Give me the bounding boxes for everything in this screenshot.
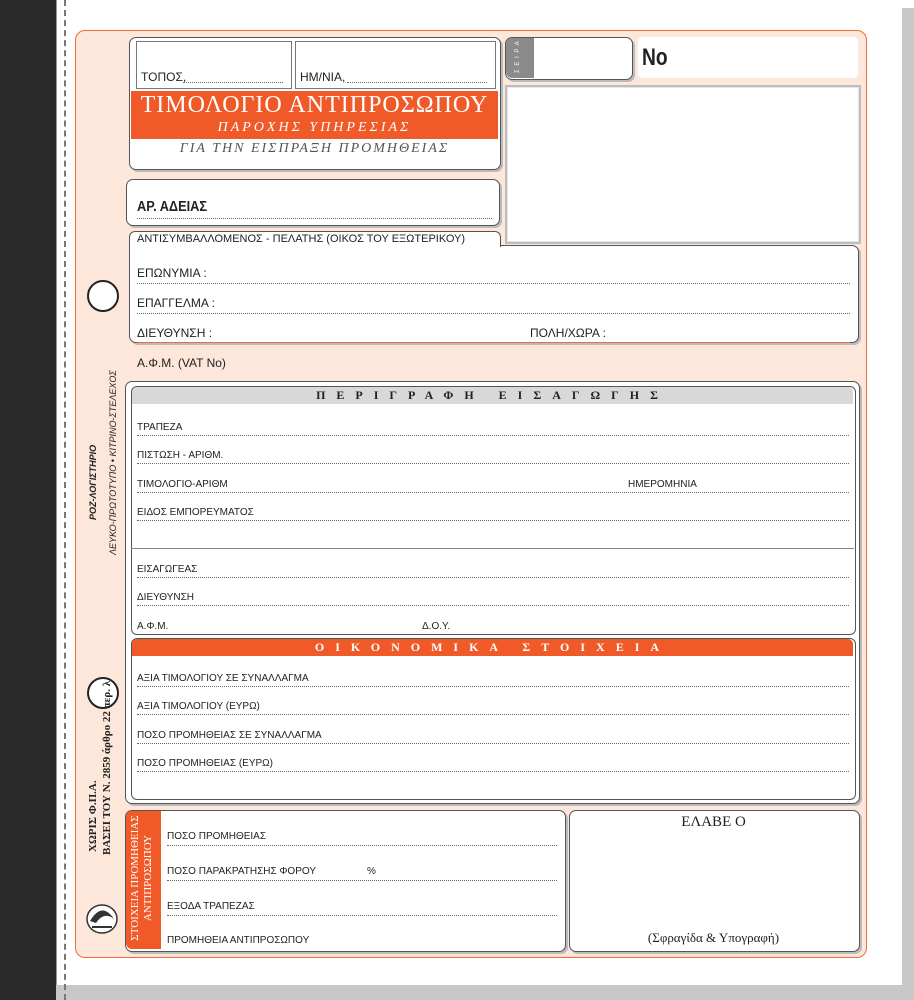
import-bank-field[interactable]	[137, 435, 849, 436]
copies-note-1: ΡΟΖ-ΛΟΓΙΣΤΗΡΙΟ	[88, 444, 98, 520]
import-date-label: ΗΜΕΡΟΜΗΝΙΑ	[628, 479, 697, 490]
import-divider	[131, 548, 854, 549]
place-label: ΤΟΠΟΣ,	[141, 70, 187, 84]
commission-row-1-field[interactable]	[167, 845, 557, 846]
client-profession-label: ΕΠΑΓΓΕΛΜΑ :	[137, 296, 215, 310]
importer-address-label: ΔΙΕΥΘΥΝΣΗ	[137, 592, 194, 603]
financial-row-1-label: ΑΞΙΑ ΤΙΜΟΛΟΓΙΟΥ ΣΕ ΣΥΝΑΛΛΑΓΜΑ	[137, 673, 309, 684]
importer-field[interactable]	[137, 577, 849, 578]
page-shadow-bottom	[56, 985, 914, 1000]
perforation-line	[64, 0, 66, 1000]
series-field[interactable]	[538, 44, 626, 72]
importer-label: ΕΙΣΑΓΩΓΕΑΣ	[137, 564, 198, 575]
client-address-field[interactable]	[137, 342, 850, 343]
client-name-field[interactable]	[137, 283, 850, 284]
license-field[interactable]	[137, 218, 492, 219]
importer-doy-label: Δ.Ο.Υ.	[422, 621, 451, 632]
import-bank-label: ΤΡΑΠΕΖΑ	[137, 422, 183, 433]
binder-hole-top	[87, 280, 119, 312]
commission-row-3-field[interactable]	[167, 915, 557, 916]
financial-row-4-label: ΠΟΣΟ ΠΡΟΜΗΘΕΙΑΣ (ΕΥΡΩ)	[137, 758, 273, 769]
invoice-purpose: ΓΙΑ ΤΗΝ ΕΙΣΠΡΑΞΗ ΠΡΟΜΗΘΕΙΑΣ	[179, 141, 450, 156]
commission-percent-label: %	[367, 866, 376, 877]
receipt-title: ΕΛΑΒΕ Ο	[681, 814, 746, 830]
financial-row-3-label: ΠΟΣΟ ΠΡΟΜΗΘΕΙΑΣ ΣΕ ΣΥΝΑΛΛΑΓΜΑ	[137, 730, 322, 741]
license-label: ΑΡ. ΑΔΕΙΑΣ	[137, 198, 207, 215]
import-invoice-field[interactable]	[137, 492, 849, 493]
financial-section	[131, 638, 856, 800]
financial-row-2-field[interactable]	[137, 714, 849, 715]
copies-note-2: ΛΕΥΚΟ-ΠΡΩΤΟΤΥΠΟ • ΚΙΤΡΙΝΟ-ΣΤΕΛΕΧΟΣ	[108, 370, 118, 555]
import-goods-field[interactable]	[137, 520, 849, 521]
page-shadow-right	[902, 8, 914, 1000]
number-area	[638, 37, 858, 78]
date-label: ΗΜ/ΝΙΑ,	[300, 70, 346, 84]
client-vat-label: Α.Φ.Μ. (VAT No)	[137, 356, 226, 370]
client-address-label: ΔΙΕΥΘΥΝΣΗ :	[137, 326, 213, 340]
import-credit-label: ΠΙΣΤΩΣΗ - ΑΡΙΘΜ.	[137, 450, 224, 461]
financial-row-1-field[interactable]	[137, 686, 849, 687]
vat-law-note: ΒΑΣΕΙ ΤΟΥ Ν. 2859 άρθρο 22 περ. λ	[101, 680, 113, 855]
number-label: No	[642, 44, 668, 71]
series-label: Σ Ε Ι Ρ Α	[515, 40, 521, 73]
commission-row-3-label: ΕΞΟΔΑ ΤΡΑΠΕΖΑΣ	[167, 901, 255, 912]
commission-row-4-label: ΠΡΟΜΗΘΕΙΑ ΑΝΤΙΠΡΟΣΩΠΟΥ	[167, 935, 310, 946]
invoice-subtitle: ΠΑΡΟΧΗΣ ΥΠΗΡΕΣΙΑΣ	[217, 120, 412, 135]
import-credit-field[interactable]	[137, 463, 849, 464]
commission-row-1-label: ΠΟΣΟ ΠΡΟΜΗΘΕΙΑΣ	[167, 831, 267, 842]
commission-row-2-field[interactable]	[167, 880, 557, 881]
importer-address-field[interactable]	[137, 605, 849, 606]
client-box	[129, 245, 859, 343]
import-title: ΠΕΡΙΓΡΑΦΗ ΕΙΣΑΓΩΓΗΣ	[132, 387, 853, 404]
financial-title: ΟΙΚΟΝΟΜΙΚΑ ΣΤΟΙΧΕΙΑ	[132, 639, 853, 656]
publisher-logo	[84, 897, 120, 937]
commission-side-label: ΣΤΟΙΧΕΙΑ ΠΡΟΜΗΘΕΙΑΣ ΑΝΤΙΠΡΟΣΩΠΟΥ	[129, 815, 154, 941]
invoice-title: ΤΙΜΟΛΟΓΙΟ ΑΝΤΙΠΡΟΣΩΠΟΥ	[140, 92, 489, 118]
import-goods-label: ΕΙΔΟΣ ΕΜΠΟΡΕΥΜΑΤΟΣ	[137, 507, 254, 518]
vat-exempt-note: ΧΩΡΙΣ Φ.Π.Α.	[87, 780, 99, 852]
signature-label: (Σφραγίδα & Υπογραφή)	[647, 930, 780, 945]
import-invoice-label: ΤΙΜΟΛΟΓΙΟ-ΑΡΙΘΜ	[137, 479, 228, 490]
financial-row-2-label: ΑΞΙΑ ΤΙΜΟΛΟΓΙΟΥ (ΕΥΡΩ)	[137, 701, 260, 712]
commission-row-2-label: ΠΟΣΟ ΠΑΡΑΚΡΑΤΗΣΗΣ ΦΟΡΟΥ	[167, 866, 316, 877]
issuer-stamp-area[interactable]	[505, 85, 861, 244]
importer-afm-label: Α.Φ.Μ.	[137, 621, 169, 632]
client-tab-label: ΑΝΤΙΣΥΜΒΑΛΛΟΜΕΝΟΣ - ΠΕΛΑΤΗΣ (ΟΙΚΟΣ ΤΟΥ ΕΞΩΤΕΡΙΚΟΥ)	[137, 233, 466, 245]
financial-row-4-field[interactable]	[137, 771, 849, 772]
date-field[interactable]	[347, 82, 487, 83]
client-city-label: ΠΟΛΗ/ΧΩΡΑ :	[530, 326, 606, 340]
financial-row-3-field[interactable]	[137, 743, 849, 744]
place-field[interactable]	[183, 82, 283, 83]
client-profession-field[interactable]	[137, 313, 850, 314]
binding-spine	[0, 0, 56, 1000]
client-name-label: ΕΠΩΝΥΜΙΑ :	[137, 266, 207, 280]
